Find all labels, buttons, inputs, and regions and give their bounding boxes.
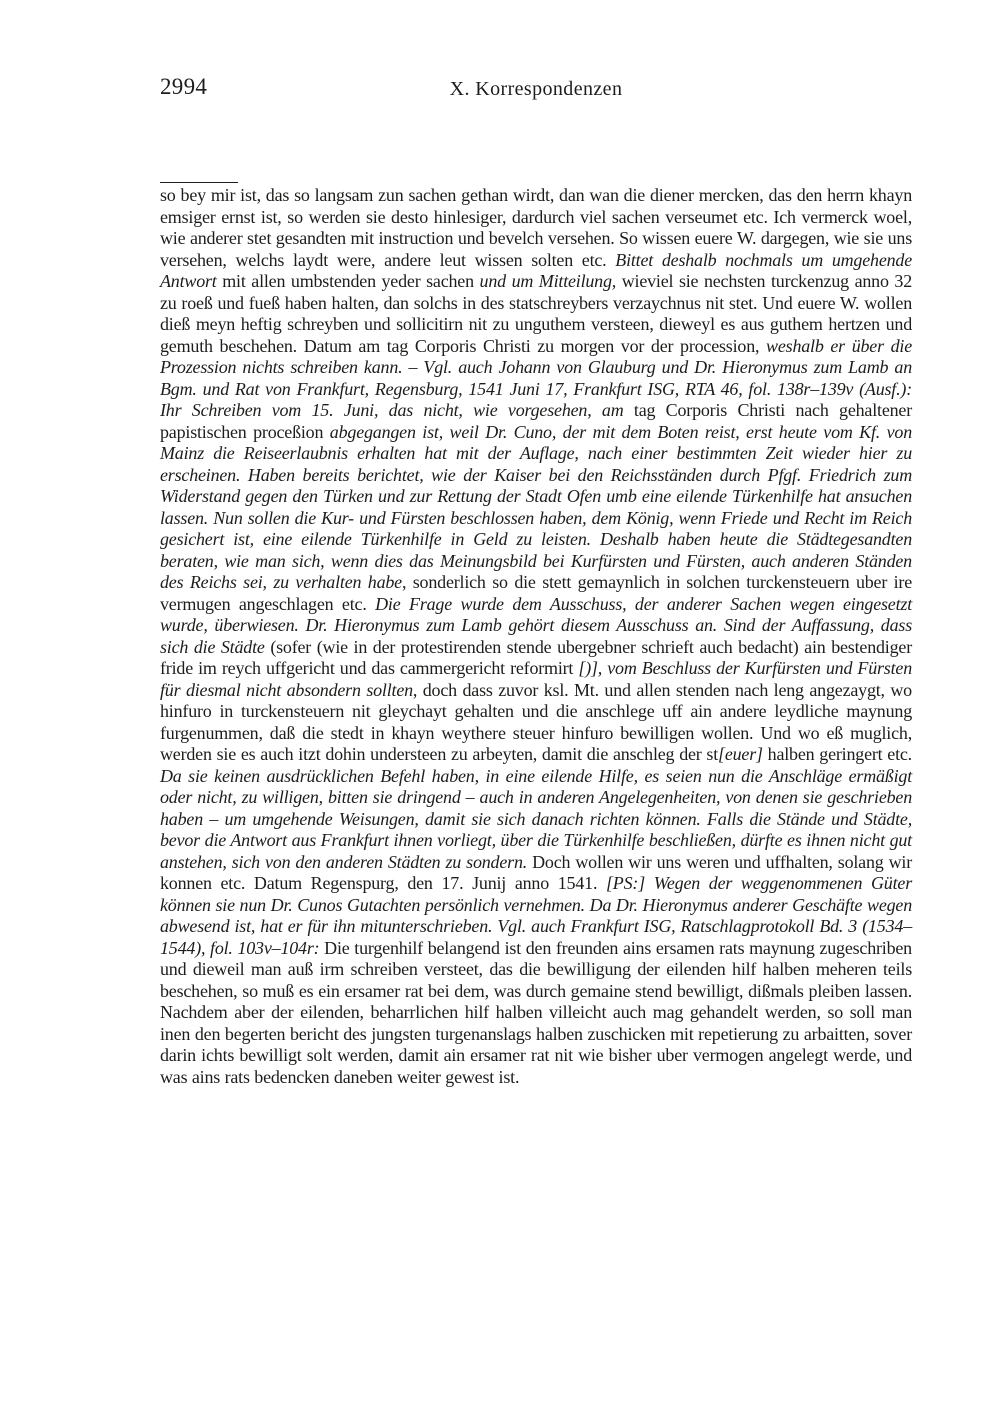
footnote-continuation-rule	[160, 182, 238, 183]
text-run: Die turgenhilf belangend ist den freunden ains ersamen rats maynung zugeschriben und dieweil man auß irm schreiben versteet, das die bewilligung der eilenden hilf halben meheren teils beschehen, so muß es ein ersamer rat bei dem, was durch gemaine stend bewilligt, dißmals pleiben lassen. Nachdem aber der eilenden, beharrlichen hilf halben villeicht auch mag gehandelt werden, so soll man inen den begerten bericht des jungsten turgenanslags halben zuschicken mit repetierung zu arbaitten, sover darin ichts bewilligt solt werden, damit ain ersamer rat nit wie bisher uber vermogen angelegt werde, und was ains rats bedencken daneben weiter gewest ist.	[160, 937, 912, 1087]
text-run: weshalb er über die Prozession nichts schreiben kann. – Vgl. auch Johann von Glauburg und Dr. Hieronymus zum Lamb an Bgm. und Rat von Frankfurt, Regensburg, 1541 Juni 17, Frankfurt ISG, RTA 46, fol. 138r–139v (Ausf.): Ihr Schreiben vom 15. Juni, das nicht, wie vorgesehen, am	[160, 335, 913, 420]
text-run: [euer]	[718, 744, 763, 764]
text-run: halben geringert etc.	[762, 744, 912, 764]
text-run: [)], vom Beschluss der Kurfürsten und Fürsten für diesmal nicht absondern sollten	[160, 658, 912, 700]
text-run: wieviel sie nechsten turckenzug anno 32 zu roeß und fueß haben halten, dan solchs in des statschreybers verzaychnus nit stet. Und euere W. wollen dieß meyn heftig schreyben und sollicitirn nit zu unguthem versteen, dieweyl es aus guthem hertzen und gemuth beschehen. Datum am tag Corporis Christi zu morgen vor der procession,	[160, 271, 912, 356]
text-run: und um Mitteilung,	[479, 271, 617, 291]
text-run: [PS:] Wegen der weggenommenen Güter können sie nun Dr. Cunos Gutachten persönlich vernehmen. Da Dr. Hieronymus anderer Geschäfte wegen abwesend ist, hat er für ihn mitunterschrieben. Vgl. auch Frankfurt ISG, Ratschlagprotokoll Bd. 3 (1534–1544), fol. 103v–104r:	[160, 873, 912, 958]
text-run: Da sie keinen ausdrücklichen Befehl haben, in eine eilende Hilfe, es seien nun die Anschläge ermäßigt oder nicht, zu willigen, bitten sie dringend – auch in anderen Angelegenheiten, von denen sie geschrieben haben – um umgehende Weisungen, damit sie sich danach richten können. Falls die Stände und Städte, bevor die Antwort aus Frankfurt ihnen vorliegt, über die Türkenhilfe beschließen, dürfte es ihnen nicht gut anstehen, sich von den anderen Städten zu sondern.	[160, 765, 912, 872]
text-run: , doch dass zuvor ksl. Mt. und allen stenden nach leng angezaygt, wo hinfuro in turckensteuern nit gleychayt gehalten und die anschlege uff ain andere leydliche maynung furgenummen, daß die stedt in khayn weythere steuer hinfuro bewilligen wollen. Und wo eß muglich, werden sie es auch itzt dohin understeen zu arbeyten, damit die anschleg der st	[160, 679, 912, 764]
letter-text-paragraph	[160, 185, 912, 1088]
text-run: mit allen umbstenden yeder sachen	[216, 271, 480, 291]
text-run: Die Frage wurde dem Ausschuss, der anderer Sachen wegen eingesetzt wurde, überwiesen. Dr. Hieronymus zum Lamb gehört diesem Ausschuss an. Sind der Auffassung, dass sich die Städte	[160, 593, 912, 657]
text-run: tag Corporis Christi nach gehaltener papistischen proceßion	[160, 400, 912, 442]
text-run: , sonderlich so die stett gemaynlich in solchen turckensteuern uber ire vermugen angeschlagen etc.	[160, 572, 913, 614]
running-title: X. Korrespondenzen	[449, 78, 623, 100]
text-run: Doch wollen wir uns weren und uffhalten, solang wir konnen etc. Datum Regenspurg, den 17. Junij anno 1541.	[160, 851, 913, 893]
text-run: (sofer (wie in der protestirenden stende ubergebner schrieft auch bedacht) ain bestendiger fride im reych uffgericht und das cammergericht reformirt	[160, 636, 912, 678]
text-run: so bey mir ist, das so langsam zun sachen gethan wirdt, dan wan die diener mercken, das den herrn khayn emsiger ernst ist, so werden sie desto hinlesiger, dardurch viel sachen verseumet etc. Ich vermerck woel, wie anderer stet gesandten mit instruction und bevelch versehen. So wissen euere W. dargegen, wie sie uns versehen, welchs laydt were, andere leut wissen solten etc.	[160, 185, 912, 270]
page-number: 2994	[160, 74, 208, 99]
text-run: Bittet deshalb nochmals um umgehende Antwort	[160, 249, 912, 291]
text-run: abgegangen ist, weil Dr. Cuno, der mit dem Boten reist, erst heute vom Kf. von Mainz die Reiseerlaubnis erhalten hat mit der Auflage, nach einer bestimmten Zeit wieder hier zu erscheinen. Haben bereits berichtet, wie der Kaiser bei den Reichsständen durch Pfgf. Friedrich zum Widerstand gegen den Türken und zur Rettung der Stadt Ofen umb eine eilende Türkenhilfe hat ansuchen lassen. Nun sollen die Kur- und Fürsten beschlossen haben, dem König, wenn Friede und Recht im Reich gesichert ist, eine eilende Türkenhilfe in Geld zu leisten. Deshalb haben heute die Städtegesandten beraten, wie man sich, wenn dies das Meinungsbild bei Kurfürsten und Fürsten, auch anderen Ständen des Reichs sei, zu verhalten habe	[160, 421, 912, 592]
